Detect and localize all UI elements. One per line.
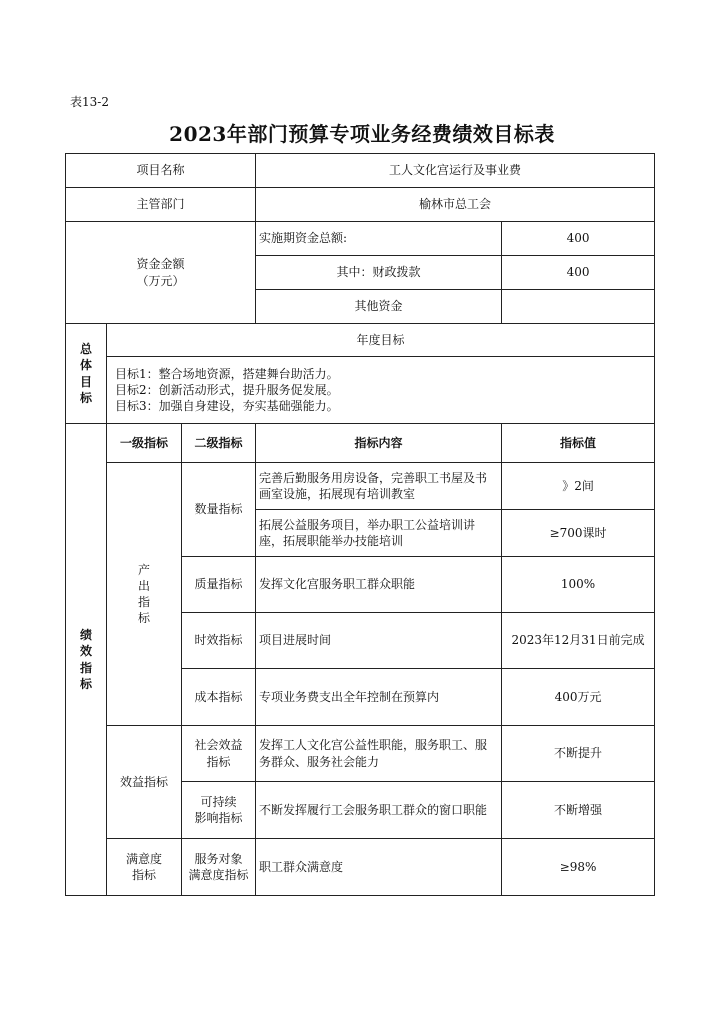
header-level1: 一级指标: [107, 424, 182, 463]
table-row: [66, 726, 655, 782]
indicator-content: 职工群众满意度: [256, 839, 502, 896]
sustainable-impact-label: [182, 782, 256, 839]
indicator-value: 100%: [502, 557, 655, 613]
label-line: 服务对象: [194, 851, 243, 866]
indicator-content: 不断发挥履行工会服务职工群众的窗口职能: [256, 782, 502, 839]
label-line: 社会效益: [194, 738, 243, 753]
fund-total-value: 400: [502, 222, 655, 256]
indicator-content: 完善后勤服务用房设备，完善职工书屋及书画室设施，拓展现有培训教室: [256, 463, 502, 510]
project-name-label: 项目名称: [66, 154, 256, 188]
fund-total-row: [66, 222, 655, 256]
side-char: 总: [79, 342, 92, 357]
page-title: 2023年部门预算专项业务经费绩效目标表: [169, 122, 555, 146]
fund-fiscal-value: 400: [502, 256, 655, 290]
benefit-indicator-label: 效益指标: [107, 726, 182, 839]
overall-goal-side-label: [66, 324, 107, 424]
indicator-value: 2023年12月31日前完成: [502, 613, 655, 669]
indicator-value: 不断增强: [502, 782, 655, 839]
annual-goal-label: 年度目标: [107, 324, 655, 357]
fund-fiscal-label: 其中：财政拨款: [256, 256, 502, 290]
side-char: 指: [79, 660, 92, 675]
side-char: 指: [137, 595, 150, 609]
indicator-value: ≥700课时: [502, 510, 655, 557]
label-line: 指标: [131, 868, 156, 882]
indicator-value: 400万元: [502, 669, 655, 726]
label-line: 满意度: [125, 851, 162, 866]
side-char: 目: [79, 374, 92, 389]
header-content: 指标内容: [256, 424, 502, 463]
header-level2: 二级指标: [182, 424, 256, 463]
indicator-content: 专项业务费支出全年控制在预算内: [256, 669, 502, 726]
annual-goal-list: [107, 357, 655, 424]
indicator-content: 发挥文化宫服务职工群众职能: [256, 557, 502, 613]
fund-other-label: 其他资金: [256, 290, 502, 324]
goal-item: 目标3：加强自身建设，夯实基础强能力。: [115, 399, 339, 414]
performance-side-label: [66, 424, 107, 896]
table-row: [66, 463, 655, 510]
social-benefit-label: [182, 726, 256, 782]
fund-amount-label-unit: （万元）: [136, 273, 185, 288]
side-char: 标: [79, 390, 92, 405]
side-char: 效: [79, 644, 92, 659]
fund-amount-label-main: 资金金额: [136, 257, 185, 272]
annual-goal-header-row: [66, 324, 655, 357]
side-char: 绩: [79, 628, 92, 643]
fund-amount-label: [66, 222, 256, 324]
fund-total-label: 实施期资金总额:: [256, 222, 502, 256]
goal-item: 目标2：创新活动形式，提升服务促发展。: [115, 382, 339, 397]
table-row: [66, 839, 655, 896]
timeliness-indicator-label: 时效指标: [182, 613, 256, 669]
header-value: 指标值: [502, 424, 655, 463]
indicator-value: ≥98%: [502, 839, 655, 896]
goal-item: 目标1：整合场地资源，搭建舞台助活力。: [115, 366, 339, 381]
performance-goal-table: [65, 153, 655, 896]
indicator-header-row: [66, 424, 655, 463]
indicator-content: 拓展公益服务项目，举办职工公益培训讲座，拓展职能举办技能培训: [256, 510, 502, 557]
department-value: 榆林市总工会: [256, 188, 655, 222]
indicator-content: 项目进展时间: [256, 613, 502, 669]
quantity-indicator-label: 数量指标: [182, 463, 256, 557]
annual-goal-row: [66, 357, 655, 424]
label-line: 可持续: [200, 794, 237, 809]
indicator-value: 不断提升: [502, 726, 655, 782]
satisfaction-indicator-label: [107, 839, 182, 896]
indicator-value: 》2间: [502, 463, 655, 510]
side-char: 出: [137, 578, 150, 593]
output-indicator-label: [107, 463, 182, 726]
quality-indicator-label: 质量指标: [182, 557, 256, 613]
side-char: 体: [79, 358, 92, 373]
table-number: 表13-2: [70, 95, 109, 109]
label-line: 指标: [206, 754, 231, 769]
project-name-row: [66, 154, 655, 188]
department-label: 主管部门: [66, 188, 256, 222]
label-line: 满意度指标: [188, 868, 249, 882]
indicator-content: 发挥工人文化宫公益性职能，服务职工、服务群众、服务社会能力: [256, 726, 502, 782]
side-char: 标: [137, 611, 150, 626]
department-row: [66, 188, 655, 222]
side-char: 标: [79, 676, 92, 691]
label-line: 影响指标: [194, 811, 243, 825]
fund-other-value: [502, 290, 655, 324]
service-satisfaction-label: [182, 839, 256, 896]
cost-indicator-label: 成本指标: [182, 669, 256, 726]
side-char: 产: [137, 562, 150, 577]
project-name-value: 工人文化宫运行及事业费: [256, 154, 655, 188]
